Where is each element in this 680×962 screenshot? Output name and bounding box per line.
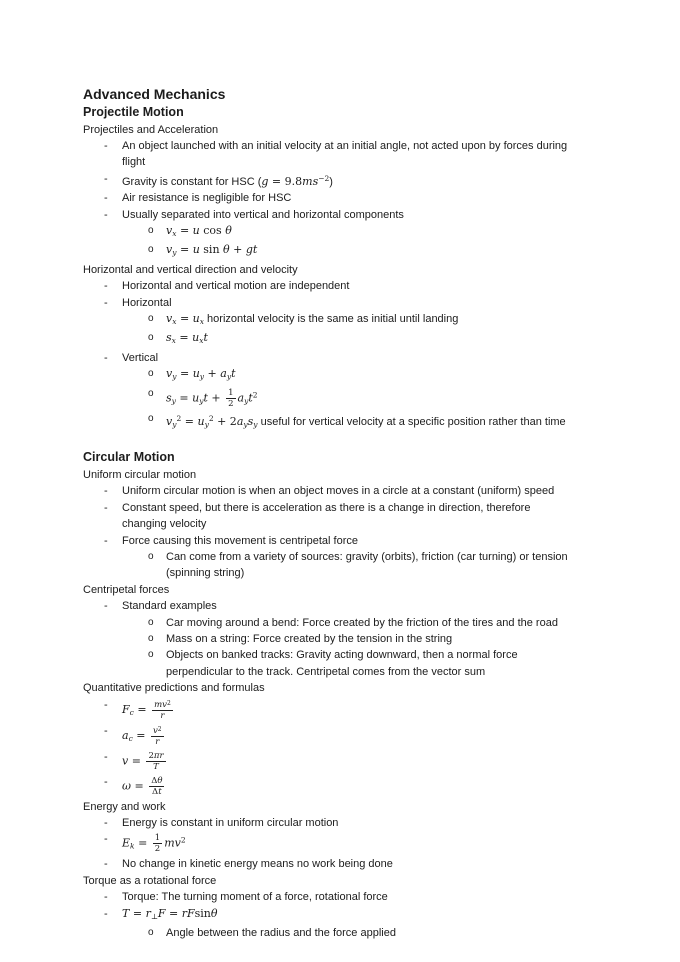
math-run: s xyxy=(247,414,254,428)
line-content xyxy=(122,906,640,925)
math-run: y xyxy=(226,372,232,382)
line-content xyxy=(166,223,640,242)
bullet-item xyxy=(83,138,640,171)
math-run: c xyxy=(128,733,133,743)
bullet-item xyxy=(83,856,640,872)
bullet-marker: - xyxy=(104,485,108,498)
math-run: u xyxy=(192,311,200,325)
line-content xyxy=(166,925,640,941)
fraction-numerator xyxy=(152,699,173,710)
line-content xyxy=(122,500,640,533)
line-content xyxy=(122,831,640,856)
text-run: flight xyxy=(122,156,146,169)
line-content xyxy=(122,295,640,311)
math-run: s xyxy=(166,391,172,404)
math-run: a xyxy=(220,367,227,381)
bullet-item xyxy=(83,483,640,499)
math-run: gt xyxy=(245,243,258,257)
bullet-marker: o xyxy=(148,632,154,644)
math-run: θ xyxy=(225,223,232,237)
math-run: = xyxy=(176,243,193,257)
math-run: y xyxy=(172,419,177,429)
text-run: changing velocity xyxy=(122,518,207,531)
math-run: a xyxy=(237,391,245,404)
math-run: y xyxy=(172,248,177,258)
math-run: sin xyxy=(199,243,224,257)
line-content xyxy=(166,366,640,385)
math-run: v xyxy=(166,414,173,428)
math-run: u xyxy=(192,223,200,237)
line-content xyxy=(122,815,640,831)
line-content xyxy=(122,856,640,872)
math-run: Δ xyxy=(152,786,159,797)
math-run: 2 xyxy=(252,390,258,399)
math-run: a xyxy=(122,728,129,742)
bullet-item xyxy=(83,190,640,206)
line-content xyxy=(166,631,640,647)
line-content xyxy=(122,483,640,499)
bullet-marker: o xyxy=(148,550,154,562)
math-run: r xyxy=(160,710,165,721)
text-run: Gravity is constant for HSC ( xyxy=(122,175,262,188)
heading-text: Advanced Mechanics xyxy=(83,86,226,102)
fraction-denominator xyxy=(149,786,164,797)
bullet-marker: - xyxy=(104,816,108,829)
bullet-marker: o xyxy=(148,224,154,236)
bullet-marker: o xyxy=(148,616,154,628)
sub-bullet-item xyxy=(83,631,640,647)
line-content xyxy=(166,386,640,411)
heading-text: Centripetal forces xyxy=(83,583,170,596)
math-run: θ xyxy=(210,906,218,920)
bullet-marker: o xyxy=(148,332,154,344)
math-run: v xyxy=(166,311,173,325)
math-run: −2 xyxy=(318,173,330,183)
math-run: u xyxy=(192,367,200,381)
bullet-item xyxy=(83,774,640,799)
line-content xyxy=(122,598,640,614)
bullet-marker: - xyxy=(104,775,108,788)
text-run: Horizontal xyxy=(122,296,172,309)
subheading xyxy=(83,799,640,815)
line-content xyxy=(166,647,640,680)
math-run: y xyxy=(199,396,204,405)
heading-text: Horizontal and vertical direction and velocity xyxy=(83,263,298,276)
bullet-marker: - xyxy=(104,139,108,152)
fraction-numerator xyxy=(226,388,235,398)
fraction xyxy=(153,833,162,854)
math-run: r xyxy=(145,906,151,920)
bullet-marker: - xyxy=(104,534,108,547)
bullet-item xyxy=(83,500,640,533)
fraction xyxy=(149,776,164,797)
math-run: y xyxy=(244,396,249,405)
bullet-marker: - xyxy=(104,698,108,711)
math-run: = xyxy=(134,836,151,850)
bullet-marker: o xyxy=(148,368,154,380)
bullet-item xyxy=(83,906,640,925)
math-run: y xyxy=(243,419,248,429)
line-content xyxy=(122,889,640,905)
math-run: 1 xyxy=(154,833,161,844)
bullet-marker: o xyxy=(148,412,154,424)
line-content xyxy=(122,774,640,799)
math-run: x xyxy=(171,336,176,346)
text-run: Energy is constant in uniform circular motion xyxy=(122,816,339,829)
bullet-marker: - xyxy=(104,280,108,293)
math-run: t xyxy=(203,391,208,404)
math-run: t xyxy=(203,331,208,345)
math-run: 2 xyxy=(180,835,186,845)
text-run: Torque: The turning moment of a force, rotational force xyxy=(122,891,388,904)
line-content xyxy=(122,533,640,549)
math-run: θ xyxy=(157,775,163,786)
text-run: Standard examples xyxy=(122,600,217,613)
math-run: = xyxy=(130,778,148,792)
fraction-denominator xyxy=(146,761,165,772)
text-run: Objects on banked tracks: Gravity acting downward, then a normal force xyxy=(166,649,518,662)
math-run: v xyxy=(166,223,173,237)
sub-bullet-item xyxy=(83,330,640,349)
math-run: θ xyxy=(223,243,230,257)
bullet-item xyxy=(83,697,640,723)
bullet-marker: - xyxy=(104,750,108,763)
line-content xyxy=(122,207,640,223)
math-run: + xyxy=(229,243,246,257)
text-run: Mass on a string: Force created by the tension in the string xyxy=(166,632,453,645)
document-content xyxy=(83,85,640,941)
math-run: 1 xyxy=(228,387,234,398)
bullet-marker: - xyxy=(104,891,108,904)
math-run: v xyxy=(166,367,173,381)
math-run: mv xyxy=(154,699,167,710)
math-run: + xyxy=(204,367,221,381)
bullet-marker: o xyxy=(148,312,154,324)
math-run: 2 xyxy=(176,413,182,423)
heading-text: Torque as a rotational force xyxy=(83,874,217,887)
heading-text: Projectile Motion xyxy=(83,105,184,119)
bullet-item xyxy=(83,533,640,549)
math-run: t xyxy=(158,786,162,797)
heading-text: Circular Motion xyxy=(83,450,175,465)
sub-bullet-item xyxy=(83,615,640,631)
math-run: = xyxy=(129,906,146,920)
text-run: No change in kinetic energy means no work being done xyxy=(122,858,393,871)
bullet-marker: o xyxy=(148,387,154,399)
math-run: ⊥ xyxy=(150,911,158,921)
line-content xyxy=(122,697,640,723)
text-run: Uniform circular motion is when an object moves in a circle at a constant (uniform) speed xyxy=(122,485,555,498)
text-run: perpendicular to the track. Centripetal comes from the vector sum xyxy=(166,665,486,678)
bullet-marker: - xyxy=(104,296,108,309)
bullet-marker: - xyxy=(104,501,108,514)
math-run: y xyxy=(172,372,177,382)
bullet-item xyxy=(83,723,640,749)
bullet-item xyxy=(83,598,640,614)
math-run: y xyxy=(204,419,209,429)
line-content xyxy=(122,278,640,294)
sub-bullet-item xyxy=(83,925,640,941)
fraction-numerator xyxy=(151,725,164,736)
text-run: (spinning string) xyxy=(166,567,245,580)
bullet-marker: o xyxy=(148,927,154,939)
fraction-numerator xyxy=(149,776,164,786)
math-run: T xyxy=(122,906,130,920)
bullet-marker: - xyxy=(104,907,108,920)
math-run: v xyxy=(122,753,129,767)
subheading xyxy=(83,122,640,138)
bullet-marker: - xyxy=(104,172,108,185)
bullet-marker: o xyxy=(148,244,154,256)
math-run: T xyxy=(153,761,159,772)
line-content xyxy=(122,350,640,366)
subheading xyxy=(83,262,640,278)
bullet-item xyxy=(83,749,640,774)
math-run: = xyxy=(128,753,145,767)
sub-bullet-item xyxy=(83,242,640,261)
sub-bullet-item xyxy=(83,223,640,242)
spacer xyxy=(83,433,640,449)
math-run: 2 xyxy=(228,398,234,409)
fraction-denominator xyxy=(151,736,164,747)
math-run: u xyxy=(192,331,200,345)
bullet-item xyxy=(83,278,640,294)
math-run: x xyxy=(199,316,204,326)
subheading xyxy=(83,467,640,483)
math-run: 2 xyxy=(154,844,161,855)
line-content xyxy=(122,138,640,171)
math-run: + xyxy=(207,391,225,404)
math-run: u xyxy=(197,414,205,428)
math-run: v xyxy=(166,243,173,257)
sub-bullet-item xyxy=(83,647,640,680)
math-run: u xyxy=(192,243,200,257)
math-run: E xyxy=(122,836,131,850)
text-run: Air resistance is negligible for HSC xyxy=(122,192,292,205)
fraction-numerator xyxy=(153,833,162,843)
text-run: ) xyxy=(329,175,333,188)
math-run: 2 xyxy=(157,725,162,733)
line-content xyxy=(122,171,640,190)
math-run: F xyxy=(122,702,130,716)
bullet-marker: - xyxy=(104,858,108,871)
fraction xyxy=(226,388,235,409)
subheading xyxy=(83,582,640,598)
math-run: = xyxy=(175,391,193,404)
bullet-marker: - xyxy=(104,208,108,221)
doc-title xyxy=(83,85,640,104)
fraction-denominator xyxy=(152,710,173,721)
sub-bullet-item xyxy=(83,549,640,582)
math-run: = 9.8 xyxy=(268,174,303,188)
text-run: Vertical xyxy=(122,351,159,364)
bullet-item xyxy=(83,171,640,190)
bullet-item xyxy=(83,815,640,831)
text-run: Constant speed, but there is acceleration as there is a change in direction, therefore xyxy=(122,501,531,514)
bullet-item xyxy=(83,350,640,366)
math-run: rF xyxy=(181,906,195,920)
math-run: = xyxy=(175,331,193,345)
heading-text: Projectiles and Acceleration xyxy=(83,123,219,136)
bullet-item xyxy=(83,889,640,905)
bullet-item xyxy=(83,207,640,223)
line-content xyxy=(122,190,640,206)
line-content xyxy=(166,549,640,582)
fraction-denominator xyxy=(226,398,235,409)
bullet-marker: - xyxy=(104,833,108,846)
math-run: v xyxy=(152,725,158,736)
line-content xyxy=(166,615,640,631)
math-run: = xyxy=(181,414,198,428)
subheading xyxy=(83,873,640,889)
math-run: k xyxy=(130,841,135,851)
math-run: ms xyxy=(302,174,319,188)
math-run: r xyxy=(155,736,160,747)
bullet-marker: - xyxy=(104,600,108,613)
fraction xyxy=(146,751,165,772)
math-run: y xyxy=(253,419,258,429)
math-run: s xyxy=(166,331,172,345)
math-run: = xyxy=(132,728,149,742)
math-run: mv xyxy=(164,836,181,850)
text-run: Force causing this movement is centripetal force xyxy=(122,534,358,547)
math-run: = xyxy=(165,906,182,920)
math-run: x xyxy=(199,336,204,346)
math-run: F xyxy=(157,906,166,920)
math-run: = xyxy=(176,223,193,237)
fraction-denominator xyxy=(153,843,162,854)
heading-text: Uniform circular motion xyxy=(83,468,197,481)
math-run: t xyxy=(248,391,253,404)
math-run: a xyxy=(236,414,244,428)
fraction xyxy=(152,699,173,721)
bullet-item xyxy=(83,295,640,311)
line-content xyxy=(166,242,640,261)
text-run: Can come from a variety of sources: gravity (orbits), friction (car turning) or tension xyxy=(166,550,568,563)
math-run: 2 xyxy=(208,413,214,423)
math-run: πr xyxy=(153,750,164,761)
math-run: Δ xyxy=(151,775,158,786)
bullet-marker: - xyxy=(104,192,108,205)
math-run: x xyxy=(172,316,177,326)
text-run: An object launched with an initial velocity at an initial angle, not acted upon by forces during xyxy=(122,139,568,152)
sub-bullet-item xyxy=(83,311,640,330)
text-run: Usually separated into vertical and horizontal components xyxy=(122,208,404,221)
heading-text: Energy and work xyxy=(83,800,166,813)
heading-text: Quantitative predictions and formulas xyxy=(83,682,265,695)
math-run: = xyxy=(133,702,151,716)
math-run: u xyxy=(192,391,200,404)
math-run: 2 xyxy=(148,750,154,761)
section-heading xyxy=(83,449,640,467)
text-run: Car moving around a bend: Force created by the friction of the tires and the road xyxy=(166,616,558,629)
bullet-marker: - xyxy=(104,351,108,364)
math-run: = xyxy=(176,311,193,325)
math-run: sin xyxy=(194,906,211,920)
line-content xyxy=(166,330,640,349)
math-run: cos xyxy=(199,223,226,237)
sub-bullet-item xyxy=(83,386,640,411)
text-run: Angle between the radius and the force applied xyxy=(166,927,396,940)
line-content xyxy=(122,723,640,749)
section-heading xyxy=(83,104,640,122)
text-run: useful for vertical velocity at a specific position rather than time xyxy=(257,415,566,428)
math-run: 2 xyxy=(166,699,171,707)
math-run: x xyxy=(172,228,177,238)
line-content xyxy=(166,311,640,330)
math-run: t xyxy=(231,367,236,381)
line-content xyxy=(122,749,640,774)
math-run: = xyxy=(176,367,193,381)
bullet-item xyxy=(83,831,640,856)
math-run: ω xyxy=(122,778,131,792)
line-content xyxy=(166,411,640,433)
math-run: + 2 xyxy=(213,414,237,428)
math-run: y xyxy=(171,396,176,405)
fraction-numerator xyxy=(146,751,165,761)
subheading xyxy=(83,680,640,696)
text-run: Horizontal and vertical motion are independent xyxy=(122,280,350,293)
math-run: g xyxy=(261,174,269,188)
math-run: c xyxy=(129,707,134,717)
sub-bullet-item xyxy=(83,366,640,385)
sub-bullet-item xyxy=(83,411,640,433)
math-run: y xyxy=(199,372,205,382)
fraction xyxy=(151,725,164,747)
text-run: horizontal velocity is the same as initial until landing xyxy=(204,312,459,325)
bullet-marker: o xyxy=(148,649,154,661)
bullet-marker: - xyxy=(104,724,108,737)
